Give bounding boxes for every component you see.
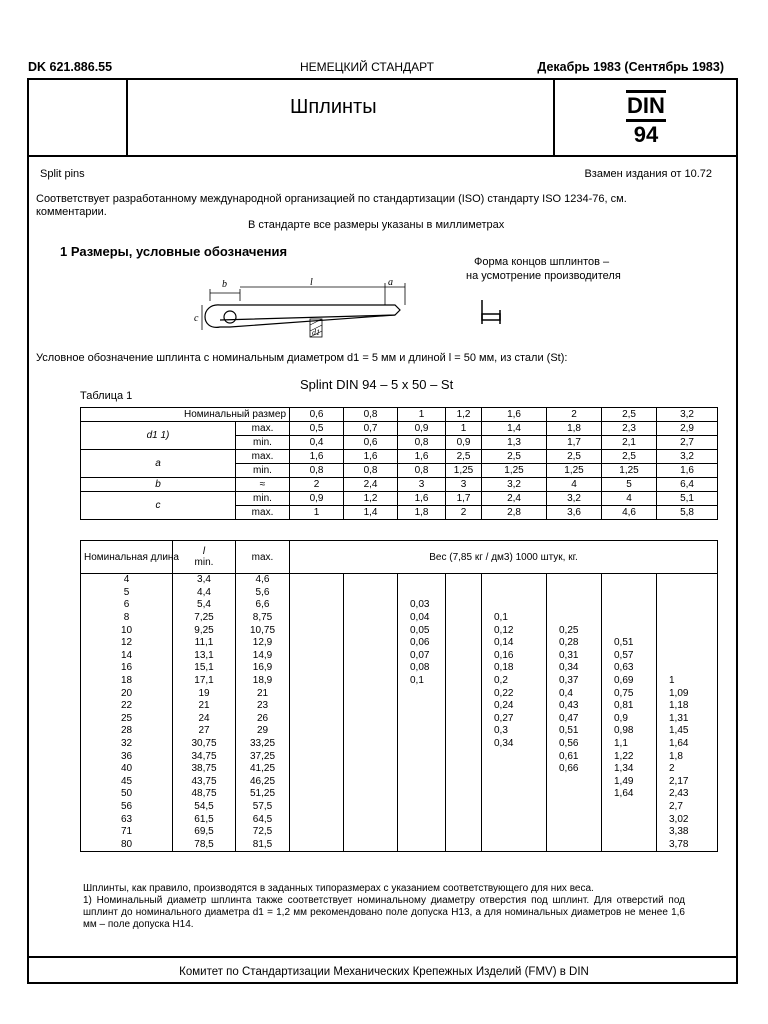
a-label: a (81, 450, 236, 478)
table-row: 25 24 26 0,27 0,47 0,9 1,31 (81, 713, 718, 726)
table-row: 20 19 21 0,22 0,4 0,75 1,09 (81, 687, 718, 700)
table-row: 56 54,5 57,5 2,7 (81, 801, 718, 814)
table-row: 6 5,4 6,6 0,03 (81, 599, 718, 612)
iso-text: Соответствует разработанному международной организацией по стандартизации (ISO) стандарту ISO 1234-76, см. комментарии. (36, 193, 627, 218)
c-label: c (81, 492, 236, 520)
page-title: Шплинты (290, 96, 377, 118)
replaces-note: Взамен издания от 10.72 (584, 168, 712, 180)
table-row: 12 11,1 12,9 0,06 0,14 0,28 0,51 (81, 637, 718, 650)
table-row: 50 48,75 51,25 1,64 2,43 (81, 788, 718, 801)
footnotes (83, 883, 685, 931)
label-a: a (388, 277, 393, 288)
note-2: 1) Номинальный диаметр шплинта также соответствует номинальному диаметру отверстия под шплинт. Для отверстий под шплинт до номинального диаметра d1 = 1,2 мм рекомендовано поле допуска H13, а для номинальных диаметров не менее 1,6 мм – поле допуска H14. (83, 895, 685, 930)
section-title: 1 Размеры, условные обозначения (60, 244, 288, 259)
b-label: b (81, 478, 236, 492)
pin-end-drawing (478, 296, 518, 328)
footer-committee: Комитет по Стандартизации Механических Крепежных Изделий (FMV) в DIN (179, 966, 589, 978)
table-row: 22 21 23 0,24 0,43 0,81 1,18 (81, 700, 718, 713)
doc-date: Декабрь 1983 (Сентябрь 1983) (537, 60, 724, 74)
din-number: 94 (626, 119, 666, 148)
nominal-size-label: Номинальный размер (81, 408, 290, 422)
col-nominal-length: Номинальная длина (81, 541, 173, 574)
note-1: Шплинты, как правило, производятся в заданных типоразмерах с указанием соответствующего для них веса. (83, 883, 594, 894)
table-row: 14 13,1 14,9 0,07 0,16 0,31 0,57 (81, 650, 718, 663)
table-row: 32 30,75 33,25 0,34 0,56 1,1 1,64 (81, 738, 718, 751)
table-row: 63 61,5 64,5 3,02 (81, 813, 718, 826)
table-caption: Таблица 1 (80, 390, 133, 402)
shape-note-1: Форма концов шплинтов – (474, 256, 610, 268)
table-row: 36 34,75 37,25 0,61 1,22 1,8 (81, 750, 718, 763)
table-row: 16 15,1 16,9 0,08 0,18 0,34 0,63 (81, 662, 718, 675)
table-row: 45 43,75 46,25 1,49 2,17 (81, 776, 718, 789)
table-row: 4 3,4 4,6 (81, 574, 718, 587)
table-row: 71 69,5 72,5 3,38 (81, 826, 718, 839)
weight-header: Вес (7,85 кг / дм3) 1000 штук, кг. (290, 541, 718, 574)
din-label: DIN (626, 90, 666, 119)
din-badge (626, 90, 666, 148)
designation-intro: Условное обозначение шплинта с номинальным диаметром d1 = 5 мм и длиной l = 50 мм, из стали (St): (36, 352, 568, 364)
table-row: 40 38,75 41,25 0,66 1,34 2 (81, 763, 718, 776)
label-c: c (194, 313, 199, 324)
split-pin-drawing (190, 275, 430, 345)
english-title: Split pins (40, 168, 85, 180)
table-row: 28 27 29 0,3 0,51 0,98 1,45 (81, 725, 718, 738)
col-max: max. (236, 541, 290, 574)
designation-example: Splint DIN 94 – 5 x 50 – St (300, 377, 454, 392)
standard-type: НЕМЕЦКИЙ СТАНДАРТ (300, 60, 434, 74)
mm-note: В стандарте все размеры указаны в миллиметрах (248, 219, 505, 231)
dimensions-table: Номинальный размер 0,6 0,8 1 1,2 1,6 2 2,5 3,2 d1 1) max. 0,5 0,7 0,9 1 1,4 1,8 2,3 2,9 min. 0,4 0,6 0,8 0,9 1,3 1,7 2,1 2,7 a max. 1,6 1,6 1,6 2,5 2,5 2,5 2,5 3,2 min. 0,8 0,8 0,8 1,25 1,25 1,25 1,25 1,6 b ≈ 2 2,4 3 3 3,2 4 5 6,4 c min. 0,9 1,2 1,6 1,7 2,4 3,2 4 5,1 max. 1 1,4 1,8 2 2,8 3,6 4,6 5,8 (80, 407, 718, 520)
label-l: l (310, 277, 313, 288)
d1-label: d1 1) (81, 422, 236, 450)
label-d1: d1 (312, 328, 320, 337)
doc-code: DK 621.886.55 (28, 60, 113, 74)
table-row: 8 7,25 8,75 0,04 0,1 (81, 612, 718, 625)
table-row: 18 17,1 18,9 0,1 0,2 0,37 0,69 1 (81, 675, 718, 688)
shape-note-2: на усмотрение производителя (466, 270, 621, 282)
col-l: l min. (173, 541, 236, 574)
table-row: 5 4,4 5,6 (81, 587, 718, 600)
table-row: 80 78,5 81,5 3,78 (81, 838, 718, 851)
label-b: b (222, 279, 227, 290)
table-row: 10 9,25 10,75 0,05 0,12 0,25 (81, 624, 718, 637)
weight-table (80, 540, 718, 852)
